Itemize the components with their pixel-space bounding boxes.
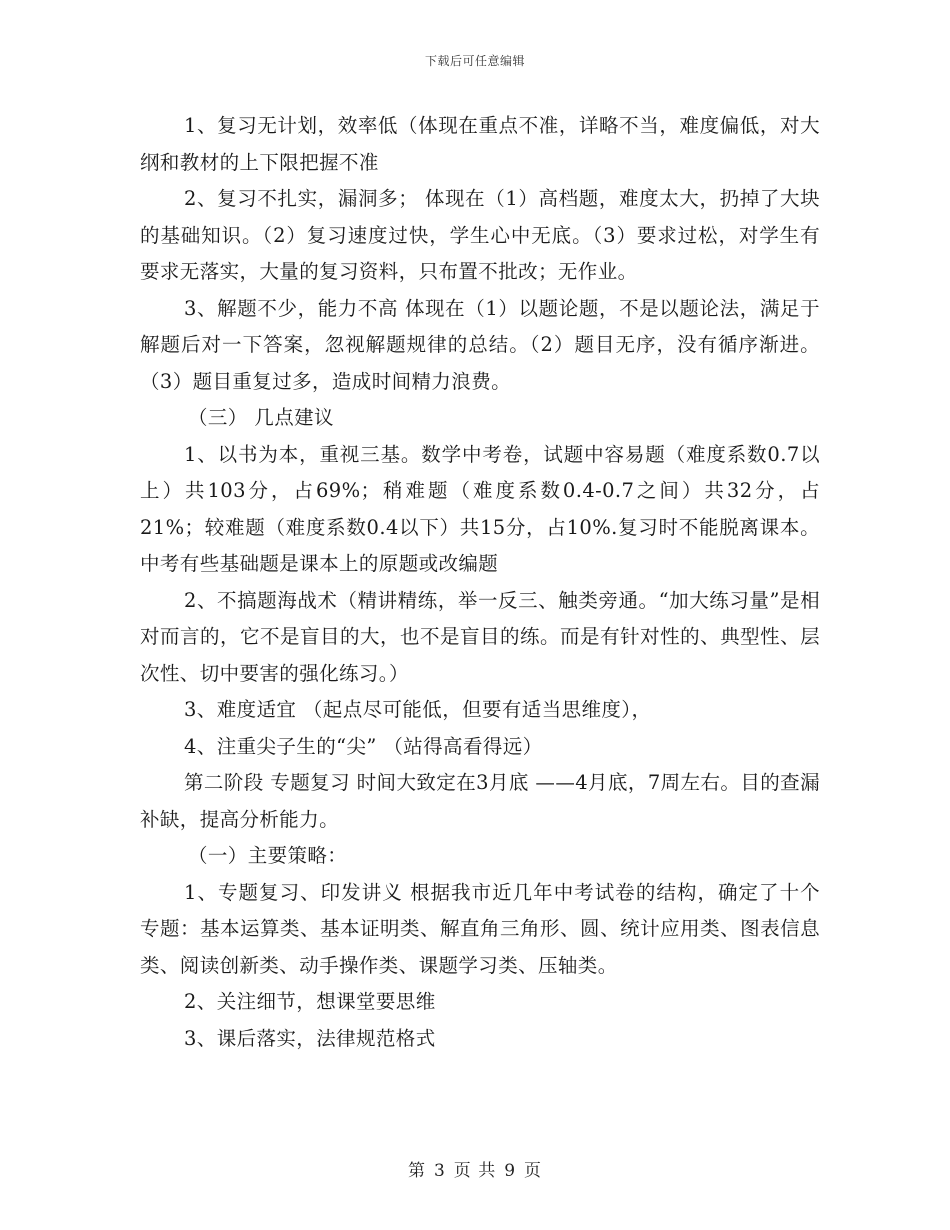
paragraph-stage-two: 第二阶段 专题复习 时间大致定在3月底 ——4月底，7周左右。目的查漏补缺，提高分析能力。 bbox=[140, 771, 820, 831]
footer-suffix: 页 bbox=[524, 1161, 543, 1181]
paragraph-suggestion-3: 3、难度适宜 （起点尽可能低，但要有适当思维度）， bbox=[184, 698, 652, 721]
paragraph-strategy-2: 2、关注细节，想课堂要思维 bbox=[184, 990, 436, 1013]
paragraph-strategy-1: 1、专题复习、印发讲义 根据我市近几年中考试卷的结构，确定了十个专题：基本运算类、基本证明类、解直角三角形、圆、统计应用类、图表信息类、阅读创新类、动手操作类、课题学习类、压轴类。 bbox=[140, 880, 820, 977]
footer-prefix: 第 bbox=[407, 1161, 426, 1181]
paragraph-problem-2: 2、复习不扎实，漏洞多； 体现在（1）高档题，难度太大，扔掉了大块的基础知识。（2）复习速度过快，学生心中无底。（3）要求过松，对学生有要求无落实，大量的复习资料，只布置不批改；无作业。 bbox=[140, 187, 820, 283]
paragraph-suggestion-2: 2、不搞题海战术（精讲精练，举一反三、触类旁通。“加大练习量”是相对而言的，它不是盲目的大，也不是盲目的练。而是有针对性的、典型性、层次性、切中要害的强化练习。） bbox=[140, 588, 820, 685]
document-body bbox=[140, 108, 820, 1057]
footer-middle: 页 共 bbox=[453, 1161, 497, 1181]
paragraph-problem-3: 3、解题不少，能力不高 体现在（1）以题论题，不是以题论法，满足于解题后对一下答案，忽视解题规律的总结。（2）题目无序，没有循序渐进。（3）题目重复过多，造成时间精力浪费。 bbox=[140, 296, 820, 393]
section-heading-suggestions: （三） 几点建议 bbox=[188, 406, 334, 429]
paragraph-problem-1: 1、复习无计划，效率低（体现在重点不准，详略不当，难度偏低，对大纲和教材的上下限把握不准 bbox=[140, 114, 820, 174]
page-header: 下载后可任意编辑 bbox=[424, 54, 525, 68]
total-page-count: 9 bbox=[504, 1161, 517, 1181]
page-footer bbox=[0, 1156, 950, 1181]
paragraph-suggestion-4: 4、注重尖子生的“尖” （站得高看得远） bbox=[184, 734, 543, 758]
section-heading-strategy: （一）主要策略： bbox=[188, 844, 348, 867]
paragraph-strategy-3: 3、课后落实，法律规范格式 bbox=[184, 1026, 436, 1050]
paragraph-suggestion-1: 1、以书为本，重视三基。数学中考卷，试题中容易题（难度系数0.7以上）共103分，占69%；稍难题（难度系数0.4-0.7之间）共32分，占21%；较难题（难度系数0.4以下）共15分，占10%.复习时不能脱离课本。中考有些基础题是课本上的原题或改编题 bbox=[140, 442, 820, 575]
current-page-number: 3 bbox=[433, 1161, 446, 1181]
